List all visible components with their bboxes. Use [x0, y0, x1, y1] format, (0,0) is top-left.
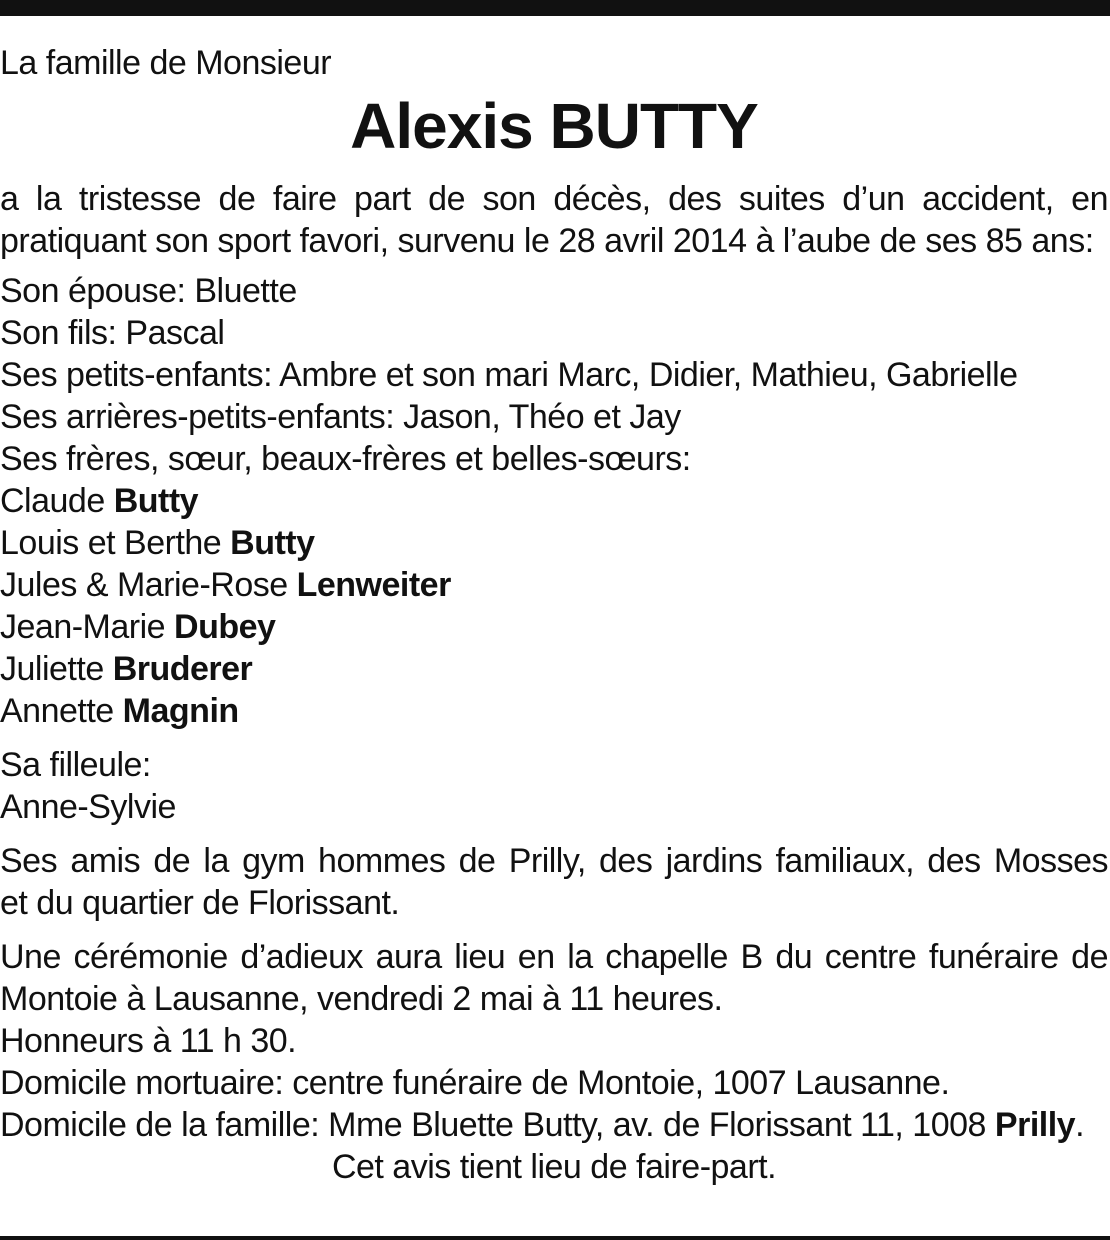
announcement-line-1: a la tristesse de faire part de son décès, des suites d’un accident, en [0, 180, 1108, 218]
goddaughter-label: Sa filleule: [0, 746, 151, 784]
top-rule [0, 0, 1110, 16]
family-spouse: Son épouse: Bluette [0, 272, 297, 310]
bottom-rule [0, 1236, 1110, 1240]
family-great-grandchildren: Ses arrières-petits-enfants: Jason, Théo et Jay [0, 398, 681, 436]
ceremony-line-2: Montoie à Lausanne, vendredi 2 mai à 11 heures. [0, 980, 723, 1018]
friends-line-2: et du quartier de Florissant. [0, 884, 400, 922]
sibling-5: Juliette Bruderer [0, 650, 253, 688]
family-home-line: Domicile de la famille: Mme Bluette Butty, av. de Florissant 11, 1008 Prilly. [0, 1106, 1085, 1144]
sibling-6: Annette Magnin [0, 692, 239, 730]
ceremony-block [0, 936, 1108, 1188]
family-grandchildren: Ses petits-enfants: Ambre et son mari Marc, Didier, Mathieu, Gabrielle [0, 356, 1018, 394]
honours-line: Honneurs à 11 h 30. [0, 1022, 297, 1060]
goddaughter-name: Anne-Sylvie [0, 788, 176, 826]
sibling-4: Jean-Marie Dubey [0, 608, 276, 646]
goddaughter-block [0, 744, 1108, 828]
family-son: Son fils: Pascal [0, 314, 225, 352]
deceased-name: Alexis BUTTY [350, 90, 758, 162]
sibling-2: Louis et Berthe Butty [0, 524, 315, 562]
family-siblings-heading: Ses frères, sœur, beaux-frères et belles-sœurs: [0, 440, 691, 478]
family-list [0, 270, 1108, 732]
closing-line: Cet avis tient lieu de faire-part. [331, 1148, 777, 1186]
ceremony-line-1: Une cérémonie d’adieux aura lieu en la chapelle B du centre funéraire de [0, 938, 1108, 976]
friends-line-1: Ses amis de la gym hommes de Prilly, des jardins familiaux, des Mosses [0, 842, 1108, 880]
mortuary-line: Domicile mortuaire: centre funéraire de Montoie, 1007 Lausanne. [0, 1064, 950, 1102]
death-notice [0, 42, 1108, 1188]
sibling-3: Jules & Marie-Rose Lenweiter [0, 566, 451, 604]
sibling-1: Claude Butty [0, 482, 199, 520]
intro-line: La famille de Monsieur [0, 44, 332, 82]
friends-block [0, 840, 1108, 924]
announcement-line-2: pratiquant son sport favori, survenu le 28 avril 2014 à l’aube de ses 85 ans: [0, 222, 1094, 260]
